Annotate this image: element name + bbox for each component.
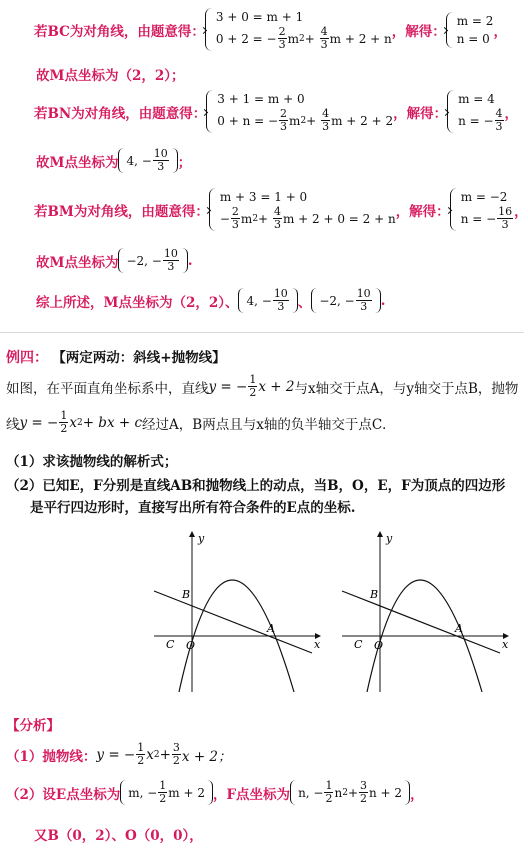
analysis-part-1: （1）抛物线： y = − $\frac{1}{2}$ x 2 + $\frac{3}{2}$ x + 2； <box>6 741 232 767</box>
result-bc: 故M点坐标为（2，2）； <box>36 68 185 84</box>
equation: 0 + 2 = − $\frac{2}{3}$ m 2 + $\frac{4}{3}$ m + 2 + n <box>215 25 392 51</box>
case-bn-intro: 若BN为对角线，由题意得： <box>34 105 207 122</box>
point-b-label: B <box>370 588 379 601</box>
case-bn: 若BN为对角线，由题意得： 3 + 1 = m + 0 0 + n = − $\frac{2}{3}$ m 2 + $\frac{4}{3}$ m + 2 + 2 ，解得： m = 4 n = − $\frac{4}{3}$ ， <box>34 92 519 133</box>
line-ab <box>154 591 312 653</box>
y-label: y <box>198 532 205 545</box>
example-label: 例四： <box>6 350 48 366</box>
divider <box>0 332 524 333</box>
example-heading <box>6 346 226 367</box>
point-c-label: C <box>166 638 175 651</box>
case-bn-system: 3 + 1 = m + 0 0 + n = − $\frac{2}{3}$ m 2 + $\frac{4}{3}$ m + 2 + 2 <box>206 90 393 133</box>
problem-line-1: 如图，在平面直角坐标系中，直线 y = − $\frac{1}{2}$ x + 2 与x轴交于点A，与y轴交于点B，抛物 <box>6 373 519 399</box>
case-bc-system <box>205 8 392 51</box>
case-bm-solution: m = −2 n = − $\frac{16}{3}$ <box>450 188 514 231</box>
point-c-label: C <box>354 638 363 651</box>
x-label: x <box>502 638 509 651</box>
case-bm: 若BM为对角线，由题意得： m + 3 = 1 + 0 − $\frac{2}{3}$ m 2 + $\frac{4}{3}$ m + 2 + 0 = 2 + n ，解得： m = −2 n = − $\frac{16}{3}$ ， <box>34 190 528 231</box>
origin-label: O <box>186 639 196 652</box>
case-bc-intro: 若BC为对角线，由题意得： <box>34 23 205 40</box>
solve-label: ，解得： <box>391 23 446 40</box>
result-bm: 故M点坐标为 −2, − $\frac{10}{3}$ . <box>36 247 193 273</box>
point-b-label: B <box>182 588 191 601</box>
question-2-line-2: 是平行四边形时，直接写出所有符合条件的E点的坐标. <box>30 500 356 516</box>
y-label: y <box>386 532 393 545</box>
line-ab <box>342 591 500 653</box>
point-a-label: A <box>267 622 275 635</box>
coordinate-graph-right <box>340 528 515 694</box>
brace <box>205 8 213 51</box>
origin-label: O <box>374 639 384 652</box>
question-2-line-1: （2）已知E，F分别是直线AB和抛物线上的动点，当B，O，E，F为顶点的四边形 <box>6 478 506 494</box>
case-bc: 若BC为对角线，由题意得： 3 + 0 = m + 1 0 + 2 = − $\frac{2}{3}$ m 2 + $\frac{4}{3}$ m + 2 + n ，解得： m = 2 n = 0 ， <box>34 10 507 51</box>
analysis-label: 【分析】 <box>6 718 60 734</box>
case-bn-solution: m = 4 n = − $\frac{4}{3}$ <box>447 90 504 133</box>
coordinate-graph-left <box>152 528 327 694</box>
analysis-part-3: 又B（0，2）、O（0，0）， <box>34 828 203 844</box>
equation: 3 + 0 = m + 1 <box>215 10 304 24</box>
summary: 综上所述，M点坐标为（2，2）、 4, − $\frac{10}{3}$ 、 −2, − $\frac{10}{3}$ . <box>36 287 386 313</box>
analysis-part-2: （2）设 E点坐标为 m, − $\frac{1}{2}$ m + 2 ，F点坐标为 n, − $\frac{1}{2}$ n 2 + $\frac{3}{2}$ n + 2 ， <box>6 779 424 805</box>
x-label: x <box>314 638 321 651</box>
question-1: （1）求该抛物线的解析式； <box>6 454 178 470</box>
point-a-label: A <box>455 622 463 635</box>
example-title: 【两定两动：斜线+抛物线】 <box>52 350 226 366</box>
problem-line-2: 线 y = − $\frac{1}{2}$ x 2 + bx + c 经过A，B两点且与x轴的负半轴交于点C． <box>6 409 396 435</box>
result-bn: 故M点坐标为 4, − $\frac{10}{3}$ ； <box>36 147 192 173</box>
case-bm-intro: 若BM为对角线，由题意得： <box>34 203 209 220</box>
case-bc-solution: m = 2 n = 0 <box>446 12 494 48</box>
case-bm-system: m + 3 = 1 + 0 − $\frac{2}{3}$ m 2 + $\frac{4}{3}$ m + 2 + 0 = 2 + n <box>209 188 396 231</box>
